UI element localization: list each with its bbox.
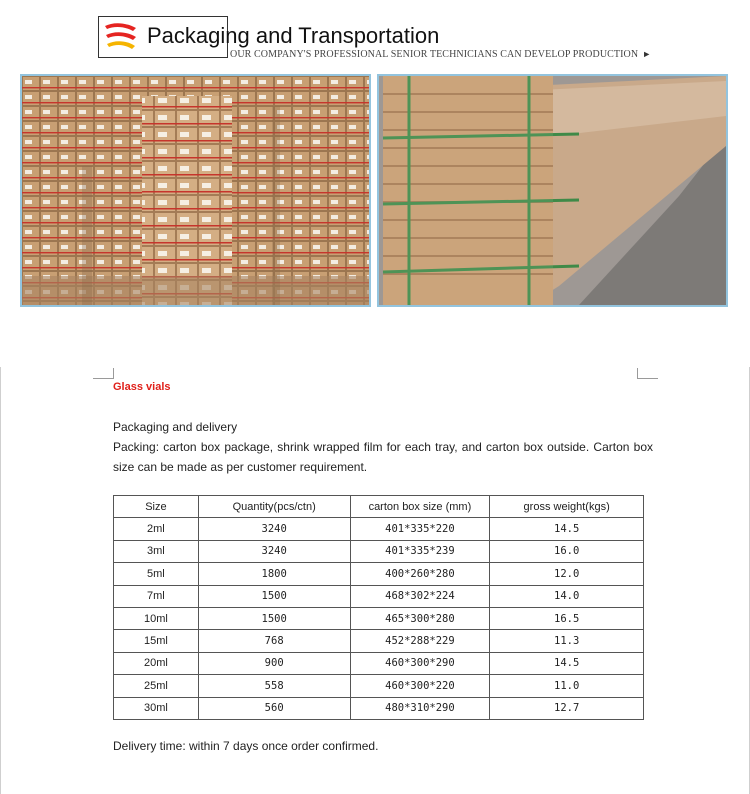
cell-gross-weight: 14.5 [490,518,644,540]
play-arrow-icon: ► [642,49,652,59]
table-row [114,540,644,562]
cell-size: 2ml [114,518,199,540]
cell-size: 25ml [114,675,199,697]
table-header-row [114,496,644,518]
cell-quantity: 900 [198,652,350,674]
page-title: Packaging and Transportation [147,23,440,48]
warehouse-carton-stacks-image [22,76,369,305]
delivery-time-note: Delivery time: within 7 days once order confirmed. [113,739,379,753]
cell-carton-size: 400*260*280 [350,563,490,585]
cell-gross-weight: 11.3 [490,630,644,652]
cell-carton-size: 401*335*239 [350,540,490,562]
header-subtitle [230,49,651,60]
packing-spec-table [113,495,644,720]
cell-quantity: 3240 [198,540,350,562]
cell-quantity: 558 [198,675,350,697]
packing-paragraph: Packing: carton box package, shrink wrapped film for each tray, and carton box outside. Carton box size can be made as per customer requirement. [113,440,653,474]
cell-quantity: 768 [198,630,350,652]
cell-gross-weight: 14.5 [490,652,644,674]
cell-carton-size: 452*288*229 [350,630,490,652]
pallet-photo [377,74,728,307]
cell-carton-size: 480*310*290 [350,697,490,719]
table-row [114,697,644,719]
header-subtitle-text: OUR COMPANY'S PROFESSIONAL SENIOR TECHNICIANS CAN DEVELOP PRODUCTION [230,49,639,60]
cell-gross-weight: 16.5 [490,607,644,629]
cell-size: 5ml [114,563,199,585]
cell-size: 3ml [114,540,199,562]
cell-gross-weight: 16.0 [490,540,644,562]
column-header-carton-size: carton box size (mm) [350,496,490,518]
warehouse-photo [20,74,371,307]
section-header [98,16,698,62]
cell-gross-weight: 12.0 [490,563,644,585]
cell-size: 15ml [114,630,199,652]
table-row [114,675,644,697]
cell-carton-size: 468*302*224 [350,585,490,607]
cell-gross-weight: 14.0 [490,585,644,607]
cell-gross-weight: 11.0 [490,675,644,697]
cell-carton-size: 401*335*220 [350,518,490,540]
margin-corner-mark-left [93,368,114,379]
table-row [114,630,644,652]
table-row [114,607,644,629]
cell-size: 10ml [114,607,199,629]
cell-size: 20ml [114,652,199,674]
cell-size: 30ml [114,697,199,719]
cell-carton-size: 460*300*290 [350,652,490,674]
cell-carton-size: 460*300*220 [350,675,490,697]
packaging-subheading: Packaging and delivery [113,420,238,434]
product-heading: Glass vials [113,381,171,393]
red-swoosh-logo-icon [103,20,139,54]
cell-size: 7ml [114,585,199,607]
column-header-quantity: Quantity(pcs/ctn) [198,496,350,518]
column-header-gross-weight: gross weight(kgs) [490,496,644,518]
header-logo-box [98,16,440,58]
cell-quantity: 1500 [198,585,350,607]
table-row [114,585,644,607]
table-row [114,518,644,540]
column-header-size: Size [114,496,199,518]
cell-gross-weight: 12.7 [490,697,644,719]
page-edge-left [0,367,1,794]
margin-corner-mark-right [637,368,658,379]
cell-carton-size: 465*300*280 [350,607,490,629]
table-row [114,563,644,585]
table-row [114,652,644,674]
cell-quantity: 1800 [198,563,350,585]
strapped-pallet-carton-image [379,76,726,305]
cell-quantity: 560 [198,697,350,719]
cell-quantity: 3240 [198,518,350,540]
cell-quantity: 1500 [198,607,350,629]
